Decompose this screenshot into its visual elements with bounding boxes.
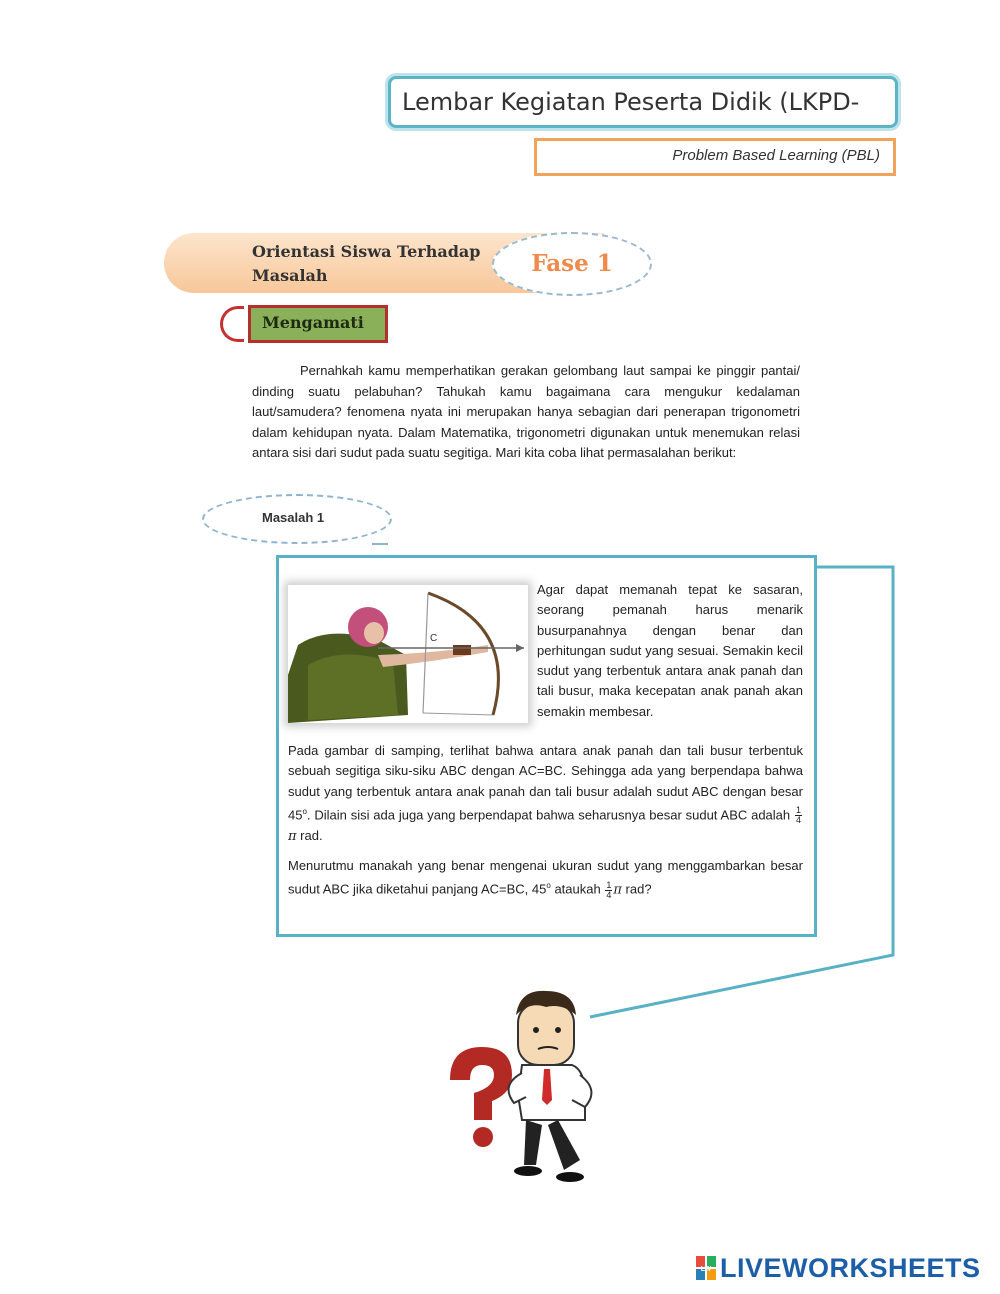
- intro-paragraph: Pernahkah kamu memperhatikan gerakan gelombang laut sampai ke pinggir pantai/ dinding suatu pelabuhan? Tahukah kamu bagaimana cara mengukur kedalaman laut/samudera? fenomena nyata ini merupakan hanya sebagian dari penerapan trigonometri dalam kehidupan nyata. Dalam Matematika, trigonometri digunakan untuk menemukan relasi antara sisi dari sudut pada suatu segitiga. Mari kita coba lihat permasalahan berikut:: [252, 363, 800, 460]
- archer-image: [288, 585, 528, 723]
- para2-mid: ataukah: [554, 881, 601, 897]
- mengamati-label: Mengamati: [262, 313, 364, 332]
- masalah-label: Masalah 1: [262, 510, 325, 525]
- para1-main: Pada gambar di samping, terlihat bahwa antara anak panah dan tali busur terbentuk sebuah segitiga siku-siku ABC dengan AC=BC. Sehingga ada yang berpendapa bahwa sudut yang terbentuk antara anak panah dan tali busur adalah sudut ABC dengan besar 45: [288, 743, 803, 823]
- problem-paragraph-2: [288, 856, 803, 901]
- fraction-quarter: $\frac{1}{4}$: [795, 805, 801, 826]
- page-subtitle: Problem Based Learning (PBL): [672, 147, 880, 164]
- fraction-quarter-2: $\frac{1}{4}$: [606, 879, 612, 900]
- liveworksheets-logo[interactable]: LIVEWORKSHEETS: [720, 1253, 981, 1283]
- para1-end: rad.: [300, 827, 323, 843]
- phase-label-line2: Masalah: [252, 266, 328, 285]
- para1-degree: o: [302, 806, 307, 816]
- fase-label: Fase 1: [531, 250, 613, 277]
- page-title: Lembar Kegiatan Peserta Didik (LKPD-: [402, 88, 860, 116]
- para1-cont: . Dilain sisi ada juga yang berpendapat bahwa seharusnya besar sudut ABC adalah: [306, 807, 791, 823]
- para2-degree: o: [546, 881, 551, 891]
- para2-main: Menurutmu manakah yang benar mengenai ukuran sudut yang menggambarkan besar sudut ABC jika diketahui panjang AC=BC, 45: [288, 858, 803, 897]
- para2-end: rad?: [625, 881, 652, 897]
- liveworksheets-logo-icon: [696, 1256, 716, 1280]
- thinking-man-illustration: [440, 985, 610, 1190]
- problem-side-text: Agar dapat memanah tepat ke sasaran, seorang pemanah harus menarik busurpanahnya dengan benar dan perhitungan sudut yang sesuai. Semakin kecil sudut yang terbentuk antara anak panah dan tali busur, maka kecepatan anak panah akan semakin membesar.: [537, 582, 803, 719]
- logo-icon-letters: LW: [700, 1266, 712, 1273]
- pi-symbol-2: π: [613, 882, 622, 898]
- pi-symbol: π: [288, 828, 297, 844]
- problem-paragraph-1: [288, 741, 803, 847]
- image-label-c: C: [430, 633, 438, 644]
- phase-label-line1: Orientasi Siswa Terhadap: [252, 242, 481, 261]
